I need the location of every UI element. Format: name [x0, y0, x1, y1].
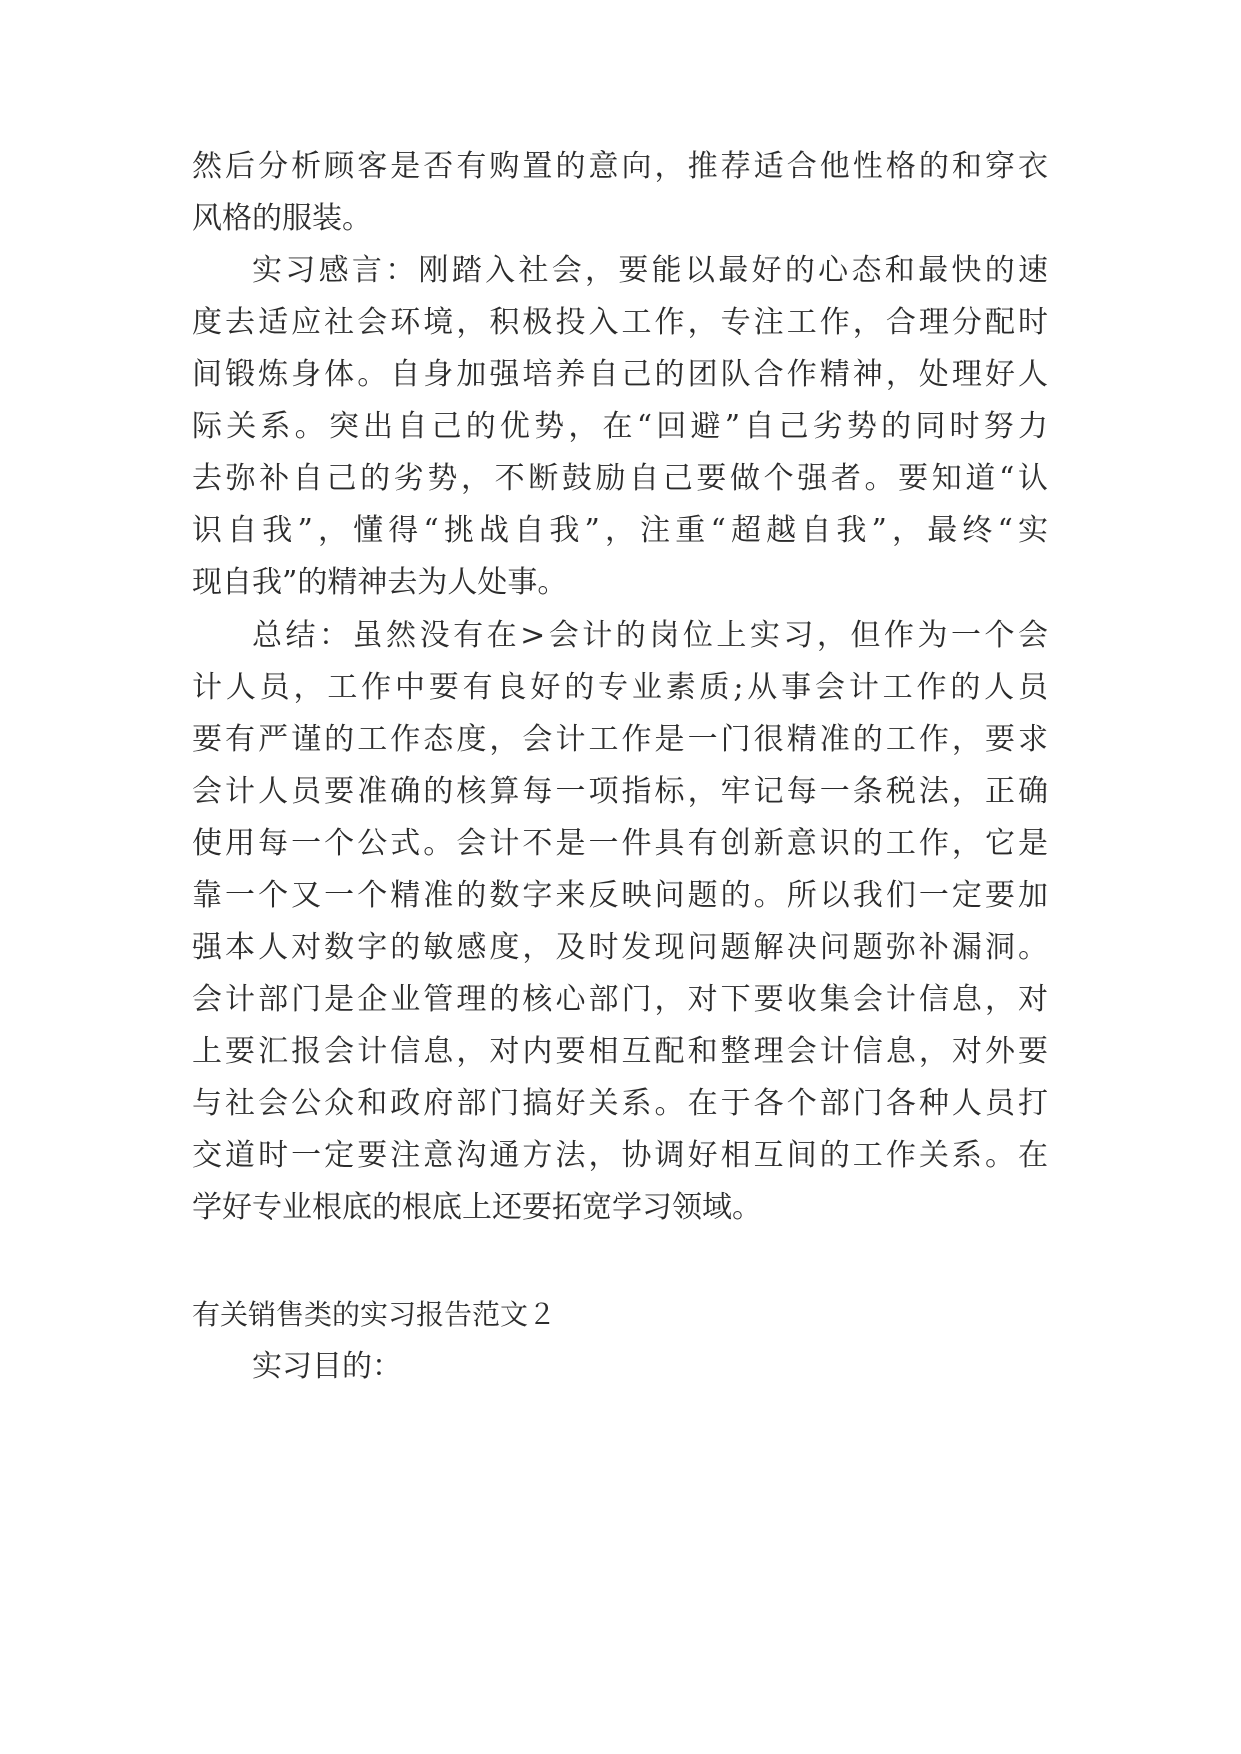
text-line: 识自我”，懂得“挑战自我”，注重“超越自我”，最终“实: [192, 513, 1048, 548]
subsection-label: 实习目的：: [252, 1349, 402, 1384]
text-line: 然后分析顾客是否有购置的意向，推荐适合他性格的和穿衣: [192, 149, 1048, 184]
text-line: 计人员，工作中要有良好的专业素质;从事会计工作的人员: [192, 670, 1048, 705]
text-line: 总结：虽然没有在>会计的岗位上实习，但作为一个会: [252, 618, 1048, 653]
text-line: 上要汇报会计信息，对内要相互配和整理会计信息，对外要: [192, 1034, 1048, 1069]
text-line: 要有严谨的工作态度，会计工作是一门很精准的工作，要求: [192, 722, 1048, 757]
text-line: 会计部门是企业管理的核心部门，对下要收集会计信息，对: [192, 982, 1048, 1017]
text-line: 现自我”的精神去为人处事。: [192, 565, 568, 600]
text-line: 间锻炼身体。自身加强培养自己的团队合作精神，处理好人: [192, 357, 1048, 392]
text-line: 强本人对数字的敏感度，及时发现问题解决问题弥补漏洞。: [192, 930, 1048, 965]
text-line: 靠一个又一个精准的数字来反映问题的。所以我们一定要加: [192, 878, 1048, 913]
text-line: 使用每一个公式。会计不是一件具有创新意识的工作，它是: [192, 826, 1048, 861]
text-line: 会计人员要准确的核算每一项指标，牢记每一条税法，正确: [192, 774, 1048, 809]
text-line: 交道时一定要注意沟通方法，协调好相互间的工作关系。在: [192, 1138, 1048, 1173]
text-line: 与社会公众和政府部门搞好关系。在于各个部门各种人员打: [192, 1086, 1048, 1121]
text-line: 学好专业根底的根底上还要拓宽学习领域。: [192, 1190, 762, 1225]
text-line: 度去适应社会环境，积极投入工作，专注工作，合理分配时: [192, 305, 1048, 340]
text-line: 实习感言：刚踏入社会，要能以最好的心态和最快的速: [252, 253, 1048, 288]
text-line: 风格的服装。: [192, 201, 372, 236]
text-line: 去弥补自己的劣势，不断鼓励自己要做个强者。要知道“认: [192, 461, 1048, 496]
text-line: 际关系。突出自己的优势，在“回避”自己劣势的同时努力: [192, 409, 1048, 444]
section-title: 有关销售类的实习报告范文２: [192, 1298, 557, 1331]
